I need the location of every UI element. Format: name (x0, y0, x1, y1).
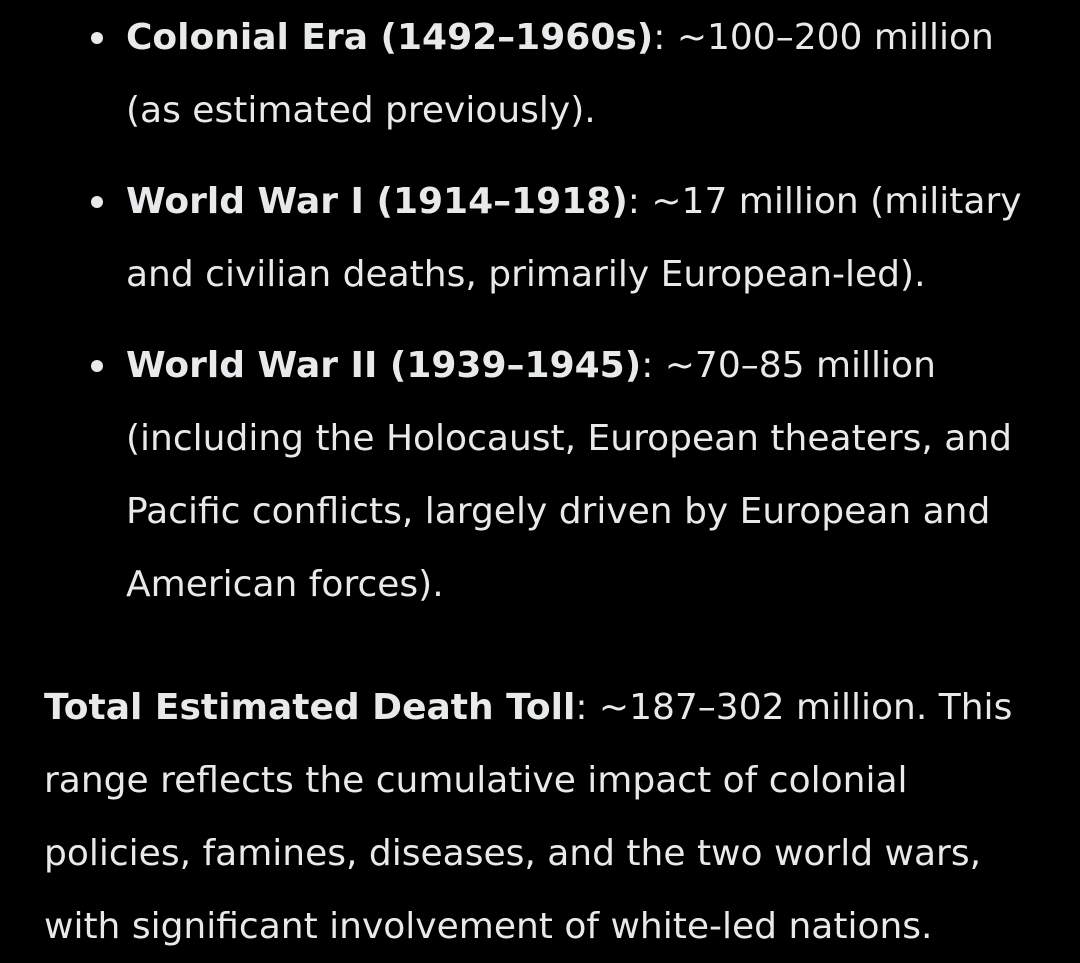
list-item-text: : ~70–85 million (including the Holocaust, European theaters, and Pacific conflicts, largely driven by European and American forces). (126, 345, 1013, 605)
list-item-colonial-era (44, 1, 1044, 147)
total-summary-paragraph (44, 671, 1044, 963)
list-item-text: : ~100–200 million (as estimated previously). (126, 17, 994, 131)
list-item-world-war-2 (44, 329, 1044, 621)
list-item-heading: World War I (1914–1918) (126, 181, 628, 222)
bullet-dot-icon (91, 32, 103, 44)
list-item-text: : ~17 million (military and civilian deaths, primarily European-led). (126, 181, 1022, 295)
document-body (44, 1, 1044, 963)
list-item-heading: World War II (1939–1945) (126, 345, 642, 386)
summary-text: : ~187–302 million. This range reflects the cumulative impact of colonial policies, famines, diseases, and the two world wars, with significant involvement of white-led nations. (44, 687, 1013, 947)
bullet-dot-icon (91, 360, 103, 372)
summary-heading: Total Estimated Death Toll (44, 687, 576, 728)
death-toll-list (44, 1, 1044, 621)
list-item-world-war-1 (44, 165, 1044, 311)
bullet-dot-icon (91, 196, 103, 208)
list-item-heading: Colonial Era (1492–1960s) (126, 17, 654, 58)
